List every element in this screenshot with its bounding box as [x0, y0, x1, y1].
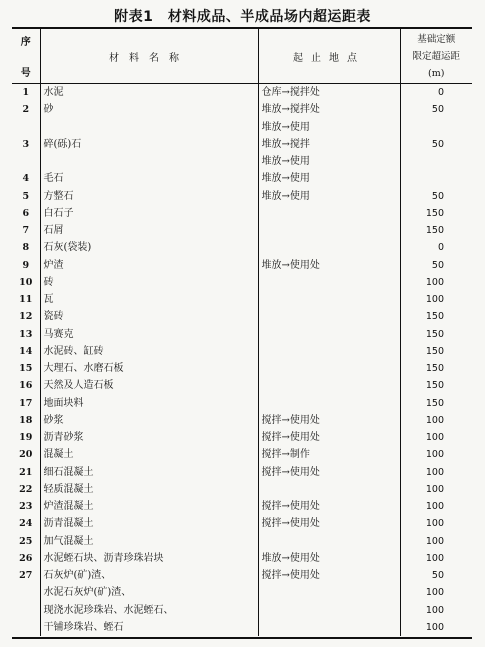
- route: 搅拌→使用处: [258, 429, 400, 446]
- table-row: [12, 567, 472, 584]
- material-name: 加气混凝土: [40, 533, 258, 550]
- table-row: [12, 136, 472, 153]
- distance: 100: [400, 619, 472, 636]
- distance: 50: [400, 257, 472, 274]
- distance: 100: [400, 602, 472, 619]
- table-row: [12, 602, 472, 619]
- distance: 150: [400, 308, 472, 325]
- material-name: 干铺珍珠岩、蛭石: [40, 619, 258, 636]
- route: 堆放→搅拌: [258, 136, 400, 153]
- material-name: 砂浆: [40, 412, 258, 429]
- route: 搅拌→制作: [258, 446, 400, 463]
- distance: 100: [400, 550, 472, 567]
- row-number: 12: [19, 311, 33, 323]
- row-number: 14: [19, 345, 33, 357]
- table-row: [12, 343, 472, 360]
- table-row: [12, 222, 472, 239]
- table-row: [12, 257, 472, 274]
- material-name: 白石子: [40, 205, 258, 222]
- material-name: 天然及人造石板: [40, 377, 258, 394]
- route: [258, 584, 400, 601]
- route: [258, 326, 400, 343]
- header-distance-line1: 基础定额: [417, 33, 456, 45]
- distance: 150: [400, 377, 472, 394]
- distance: 50: [400, 136, 472, 153]
- material-name: 瓦: [40, 291, 258, 308]
- distance: 100: [400, 533, 472, 550]
- distance: 50: [400, 567, 472, 584]
- route: 堆放→使用处: [258, 550, 400, 567]
- distance: 100: [400, 291, 472, 308]
- row-number: 18: [19, 414, 33, 426]
- route: [258, 308, 400, 325]
- distance: 100: [400, 481, 472, 498]
- table-row: [12, 550, 472, 567]
- table: [12, 29, 472, 636]
- table-row: [12, 584, 472, 601]
- table-row: [12, 205, 472, 222]
- distance: 0: [400, 84, 472, 102]
- distance: 100: [400, 584, 472, 601]
- header-name: 材料名称: [40, 29, 258, 84]
- route: [258, 395, 400, 412]
- distance: 150: [400, 395, 472, 412]
- row-number: 17: [19, 397, 33, 409]
- distance: 0: [400, 239, 472, 256]
- material-name: 水泥: [40, 84, 258, 102]
- distance: 150: [400, 205, 472, 222]
- material-name: 炉渣混凝土: [40, 498, 258, 515]
- header-distance-line2: 限定超运距: [412, 50, 460, 62]
- material-name: 石灰(袋装): [40, 239, 258, 256]
- table-row: [12, 274, 472, 291]
- row-number: 15: [19, 363, 33, 374]
- distance: 100: [400, 515, 472, 532]
- table-title: 附表1 材料成品、半成品场内超运距表: [114, 9, 371, 25]
- material-name: 炉渣: [40, 257, 258, 274]
- distance: 150: [400, 360, 472, 377]
- table-row: [12, 377, 472, 394]
- row-number: 9: [22, 259, 30, 271]
- distance: 100: [400, 464, 472, 481]
- table-row: [12, 188, 472, 205]
- row-number: 21: [19, 466, 33, 478]
- distance: 100: [400, 274, 472, 291]
- distance: [400, 119, 472, 136]
- table-row: [12, 119, 472, 136]
- distance-table: [12, 27, 472, 639]
- table-row: [12, 498, 472, 515]
- row-number: [12, 153, 40, 170]
- route: 堆放→搅拌处: [258, 101, 400, 118]
- route: 堆放→使用: [258, 188, 400, 205]
- route: [258, 222, 400, 239]
- header-no-top: 序: [20, 37, 31, 48]
- row-number: 11: [19, 294, 33, 305]
- route: 搅拌→使用处: [258, 515, 400, 532]
- distance: 150: [400, 343, 472, 360]
- route: [258, 360, 400, 377]
- table-row: [12, 84, 472, 102]
- material-name: 水泥石灰炉(矿)渣、: [40, 584, 258, 601]
- material-name: 毛石: [40, 170, 258, 187]
- table-row: [12, 360, 472, 377]
- distance: 50: [400, 188, 472, 205]
- row-number: 16: [19, 380, 33, 392]
- row-number: 2: [22, 104, 30, 116]
- row-number: 25: [19, 535, 33, 547]
- distance: [400, 170, 472, 187]
- row-number: 27: [19, 570, 33, 581]
- row-number: 22: [19, 483, 33, 495]
- route: 仓库→搅拌处: [258, 84, 400, 102]
- row-number: 8: [22, 242, 30, 254]
- route: [258, 205, 400, 222]
- table-row: [12, 533, 472, 550]
- table-row: [12, 395, 472, 412]
- distance: 100: [400, 412, 472, 429]
- table-row: [12, 515, 472, 532]
- row-number: 3: [22, 138, 30, 150]
- material-name: 方整石: [40, 188, 258, 205]
- material-name: 混凝土: [40, 446, 258, 463]
- distance: 150: [400, 222, 472, 239]
- table-row: [12, 291, 472, 308]
- row-number: 20: [19, 449, 33, 461]
- material-name: [40, 153, 258, 170]
- table-row: [12, 101, 472, 118]
- material-name: 地面块料: [40, 395, 258, 412]
- material-name: 大理石、水磨石板: [40, 360, 258, 377]
- distance: 50: [400, 101, 472, 118]
- material-name: 碎(砾)石: [40, 136, 258, 153]
- material-name: 沥青砂浆: [40, 429, 258, 446]
- route: [258, 619, 400, 636]
- row-number: 19: [19, 432, 33, 443]
- row-number: 7: [22, 225, 30, 236]
- table-row: [12, 464, 472, 481]
- row-number: [12, 584, 40, 601]
- row-number: 5: [22, 190, 30, 202]
- material-name: 砖: [40, 274, 258, 291]
- row-number: 24: [19, 518, 33, 530]
- distance: 100: [400, 446, 472, 463]
- route: 堆放→使用处: [258, 257, 400, 274]
- table-row: [12, 412, 472, 429]
- route: [258, 291, 400, 308]
- route: 搅拌→使用处: [258, 498, 400, 515]
- route: [258, 602, 400, 619]
- table-row: [12, 429, 472, 446]
- route: 堆放→使用: [258, 170, 400, 187]
- material-name: 马赛克: [40, 326, 258, 343]
- table-row: [12, 619, 472, 636]
- material-name: 现浇水泥珍珠岩、水泥蛭石、: [40, 602, 258, 619]
- material-name: 细石混凝土: [40, 464, 258, 481]
- table-row: [12, 170, 472, 187]
- material-name: 水泥蛭石块、沥青珍珠岩块: [40, 550, 258, 567]
- material-name: 瓷砖: [40, 308, 258, 325]
- table-row: [12, 446, 472, 463]
- route: 搅拌→使用处: [258, 412, 400, 429]
- row-number: 26: [19, 552, 33, 564]
- row-number: 4: [22, 173, 30, 185]
- route: [258, 533, 400, 550]
- material-name: 水泥砖、缸砖: [40, 343, 258, 360]
- material-name: 石灰炉(矿)渣、: [40, 567, 258, 584]
- table-row: [12, 239, 472, 256]
- route: 搅拌→使用处: [258, 464, 400, 481]
- distance: 100: [400, 429, 472, 446]
- route: 堆放→使用: [258, 119, 400, 136]
- row-number: 13: [19, 328, 33, 340]
- material-name: 轻质混凝土: [40, 481, 258, 498]
- route: [258, 343, 400, 360]
- route: [258, 481, 400, 498]
- row-number: 1: [22, 87, 30, 98]
- route: [258, 274, 400, 291]
- row-number: 10: [19, 276, 33, 288]
- distance: 150: [400, 326, 472, 343]
- table-body: [12, 84, 472, 637]
- header-distance-line3: (m): [428, 67, 445, 79]
- material-name: [40, 119, 258, 136]
- table-row: [12, 326, 472, 343]
- route: [258, 239, 400, 256]
- route: [258, 377, 400, 394]
- material-name: 沥青混凝土: [40, 515, 258, 532]
- route: 搅拌→使用处: [258, 567, 400, 584]
- route: 堆放→使用: [258, 153, 400, 170]
- table-row: [12, 481, 472, 498]
- row-number: 6: [22, 207, 30, 219]
- row-number: 23: [19, 501, 33, 512]
- header-no-bottom: 号: [20, 68, 31, 79]
- row-number: [12, 119, 40, 136]
- row-number: [12, 619, 40, 636]
- header-route: 起止地点: [258, 29, 400, 84]
- row-number: [12, 602, 40, 619]
- header-distance: [400, 29, 472, 84]
- material-name: 石屑: [40, 222, 258, 239]
- header-no: [12, 29, 40, 84]
- distance: 100: [400, 498, 472, 515]
- distance: [400, 153, 472, 170]
- table-header-row: [12, 29, 472, 84]
- table-row: [12, 153, 472, 170]
- material-name: 砂: [40, 101, 258, 118]
- table-row: [12, 308, 472, 325]
